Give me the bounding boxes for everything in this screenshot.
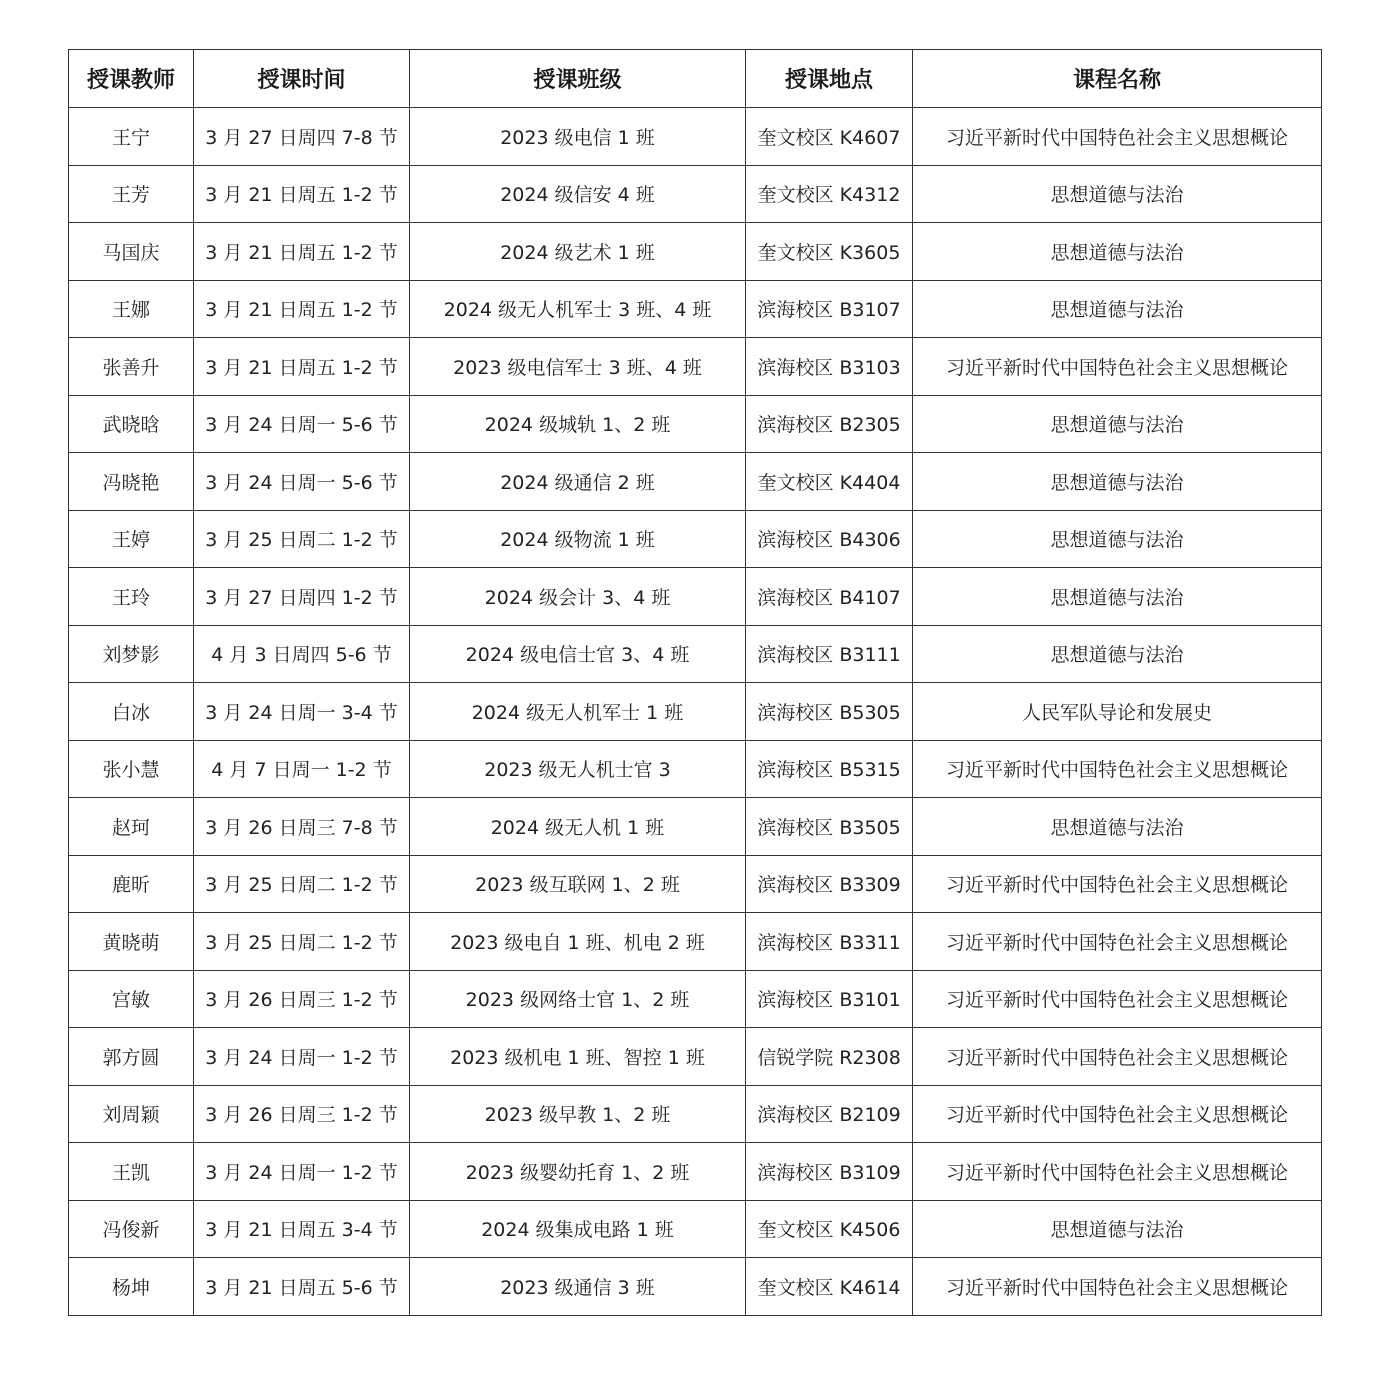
time-cell: 3 月 25 日周二 1-2 节 [194,510,410,568]
class-cell: 2023 级通信 3 班 [410,1258,746,1316]
location-cell: 滨海校区 B4107 [746,568,913,626]
class-cell: 2024 级无人机军士 3 班、4 班 [410,280,746,338]
location-cell: 信锐学院 R2308 [746,1028,913,1086]
time-cell: 3 月 21 日周五 5-6 节 [194,1258,410,1316]
table-row [69,453,1322,511]
location-cell: 滨海校区 B3101 [746,970,913,1028]
time-cell: 4 月 7 日周一 1-2 节 [194,740,410,798]
location-cell: 滨海校区 B3103 [746,338,913,396]
course-cell: 思想道德与法治 [913,280,1322,338]
location-cell: 滨海校区 B3107 [746,280,913,338]
course-cell: 习近平新时代中国特色社会主义思想概论 [913,338,1322,396]
header-time: 授课时间 [194,50,410,108]
class-cell: 2023 级电信 1 班 [410,108,746,166]
course-cell: 习近平新时代中国特色社会主义思想概论 [913,855,1322,913]
teacher-cell: 刘梦影 [69,625,194,683]
time-cell: 3 月 26 日周三 1-2 节 [194,1085,410,1143]
course-cell: 人民军队导论和发展史 [913,683,1322,741]
schedule-table [68,49,1322,1316]
table-row [69,1085,1322,1143]
table-row [69,338,1322,396]
time-cell: 3 月 24 日周一 3-4 节 [194,683,410,741]
course-cell: 思想道德与法治 [913,453,1322,511]
table-row [69,223,1322,281]
time-cell: 3 月 24 日周一 1-2 节 [194,1143,410,1201]
location-cell: 滨海校区 B5315 [746,740,913,798]
time-cell: 3 月 25 日周二 1-2 节 [194,913,410,971]
table-header [69,50,1322,108]
table-row [69,108,1322,166]
course-cell: 习近平新时代中国特色社会主义思想概论 [913,970,1322,1028]
course-cell: 习近平新时代中国特色社会主义思想概论 [913,913,1322,971]
header-class: 授课班级 [410,50,746,108]
teacher-cell: 张善升 [69,338,194,396]
class-cell: 2023 级电信军士 3 班、4 班 [410,338,746,396]
class-cell: 2024 级城轨 1、2 班 [410,395,746,453]
table-row [69,683,1322,741]
course-cell: 习近平新时代中国特色社会主义思想概论 [913,1258,1322,1316]
class-cell: 2023 级电自 1 班、机电 2 班 [410,913,746,971]
class-cell: 2024 级无人机军士 1 班 [410,683,746,741]
course-cell: 习近平新时代中国特色社会主义思想概论 [913,1028,1322,1086]
table-row [69,798,1322,856]
location-cell: 奎文校区 K4614 [746,1258,913,1316]
course-cell: 思想道德与法治 [913,510,1322,568]
course-cell: 思想道德与法治 [913,165,1322,223]
time-cell: 3 月 26 日周三 1-2 节 [194,970,410,1028]
table-row [69,280,1322,338]
time-cell: 3 月 26 日周三 7-8 节 [194,798,410,856]
teacher-cell: 王凯 [69,1143,194,1201]
class-cell: 2024 级集成电路 1 班 [410,1200,746,1258]
location-cell: 滨海校区 B2305 [746,395,913,453]
table-row [69,913,1322,971]
time-cell: 3 月 21 日周五 3-4 节 [194,1200,410,1258]
location-cell: 滨海校区 B3309 [746,855,913,913]
table-row [69,568,1322,626]
teacher-cell: 王玲 [69,568,194,626]
teacher-cell: 王宁 [69,108,194,166]
time-cell: 3 月 24 日周一 5-6 节 [194,395,410,453]
time-cell: 4 月 3 日周四 5-6 节 [194,625,410,683]
course-cell: 习近平新时代中国特色社会主义思想概论 [913,740,1322,798]
location-cell: 滨海校区 B4306 [746,510,913,568]
time-cell: 3 月 21 日周五 1-2 节 [194,280,410,338]
class-cell: 2023 级网络士官 1、2 班 [410,970,746,1028]
table-row [69,395,1322,453]
class-cell: 2024 级通信 2 班 [410,453,746,511]
course-cell: 习近平新时代中国特色社会主义思想概论 [913,1143,1322,1201]
table-body [69,108,1322,1316]
location-cell: 滨海校区 B2109 [746,1085,913,1143]
location-cell: 奎文校区 K4607 [746,108,913,166]
location-cell: 滨海校区 B3111 [746,625,913,683]
location-cell: 滨海校区 B3109 [746,1143,913,1201]
course-cell: 思想道德与法治 [913,798,1322,856]
teacher-cell: 宫敏 [69,970,194,1028]
course-cell: 思想道德与法治 [913,1200,1322,1258]
teacher-cell: 王芳 [69,165,194,223]
teacher-cell: 郭方圆 [69,1028,194,1086]
teacher-cell: 刘周颖 [69,1085,194,1143]
time-cell: 3 月 27 日周四 7-8 节 [194,108,410,166]
table-row [69,510,1322,568]
location-cell: 奎文校区 K4404 [746,453,913,511]
class-cell: 2024 级会计 3、4 班 [410,568,746,626]
table-row [69,165,1322,223]
teacher-cell: 黄晓萌 [69,913,194,971]
header-row [69,50,1322,108]
class-cell: 2023 级婴幼托育 1、2 班 [410,1143,746,1201]
class-cell: 2024 级电信士官 3、4 班 [410,625,746,683]
teacher-cell: 王婷 [69,510,194,568]
course-cell: 思想道德与法治 [913,395,1322,453]
time-cell: 3 月 27 日周四 1-2 节 [194,568,410,626]
time-cell: 3 月 21 日周五 1-2 节 [194,223,410,281]
class-cell: 2023 级早教 1、2 班 [410,1085,746,1143]
table-row [69,740,1322,798]
location-cell: 奎文校区 K4312 [746,165,913,223]
table-row [69,1258,1322,1316]
course-cell: 习近平新时代中国特色社会主义思想概论 [913,1085,1322,1143]
location-cell: 滨海校区 B3505 [746,798,913,856]
location-cell: 滨海校区 B3311 [746,913,913,971]
course-cell: 习近平新时代中国特色社会主义思想概论 [913,108,1322,166]
course-cell: 思想道德与法治 [913,625,1322,683]
class-cell: 2023 级互联网 1、2 班 [410,855,746,913]
teacher-cell: 赵珂 [69,798,194,856]
teacher-cell: 白冰 [69,683,194,741]
location-cell: 滨海校区 B5305 [746,683,913,741]
time-cell: 3 月 24 日周一 1-2 节 [194,1028,410,1086]
class-cell: 2024 级物流 1 班 [410,510,746,568]
table-row [69,625,1322,683]
time-cell: 3 月 21 日周五 1-2 节 [194,165,410,223]
course-cell: 思想道德与法治 [913,568,1322,626]
time-cell: 3 月 24 日周一 5-6 节 [194,453,410,511]
table-row [69,855,1322,913]
course-cell: 思想道德与法治 [913,223,1322,281]
teacher-cell: 王娜 [69,280,194,338]
location-cell: 奎文校区 K3605 [746,223,913,281]
teacher-cell: 武晓晗 [69,395,194,453]
header-course: 课程名称 [913,50,1322,108]
teacher-cell: 鹿昕 [69,855,194,913]
location-cell: 奎文校区 K4506 [746,1200,913,1258]
teacher-cell: 冯俊新 [69,1200,194,1258]
table-row [69,1143,1322,1201]
class-cell: 2023 级无人机士官 3 [410,740,746,798]
header-location: 授课地点 [746,50,913,108]
class-cell: 2023 级机电 1 班、智控 1 班 [410,1028,746,1086]
teacher-cell: 杨坤 [69,1258,194,1316]
class-cell: 2024 级信安 4 班 [410,165,746,223]
table-row [69,1200,1322,1258]
table-row [69,970,1322,1028]
teacher-cell: 马国庆 [69,223,194,281]
time-cell: 3 月 21 日周五 1-2 节 [194,338,410,396]
time-cell: 3 月 25 日周二 1-2 节 [194,855,410,913]
table-row [69,1028,1322,1086]
header-teacher: 授课教师 [69,50,194,108]
teacher-cell: 冯晓艳 [69,453,194,511]
class-cell: 2024 级艺术 1 班 [410,223,746,281]
teacher-cell: 张小慧 [69,740,194,798]
class-cell: 2024 级无人机 1 班 [410,798,746,856]
